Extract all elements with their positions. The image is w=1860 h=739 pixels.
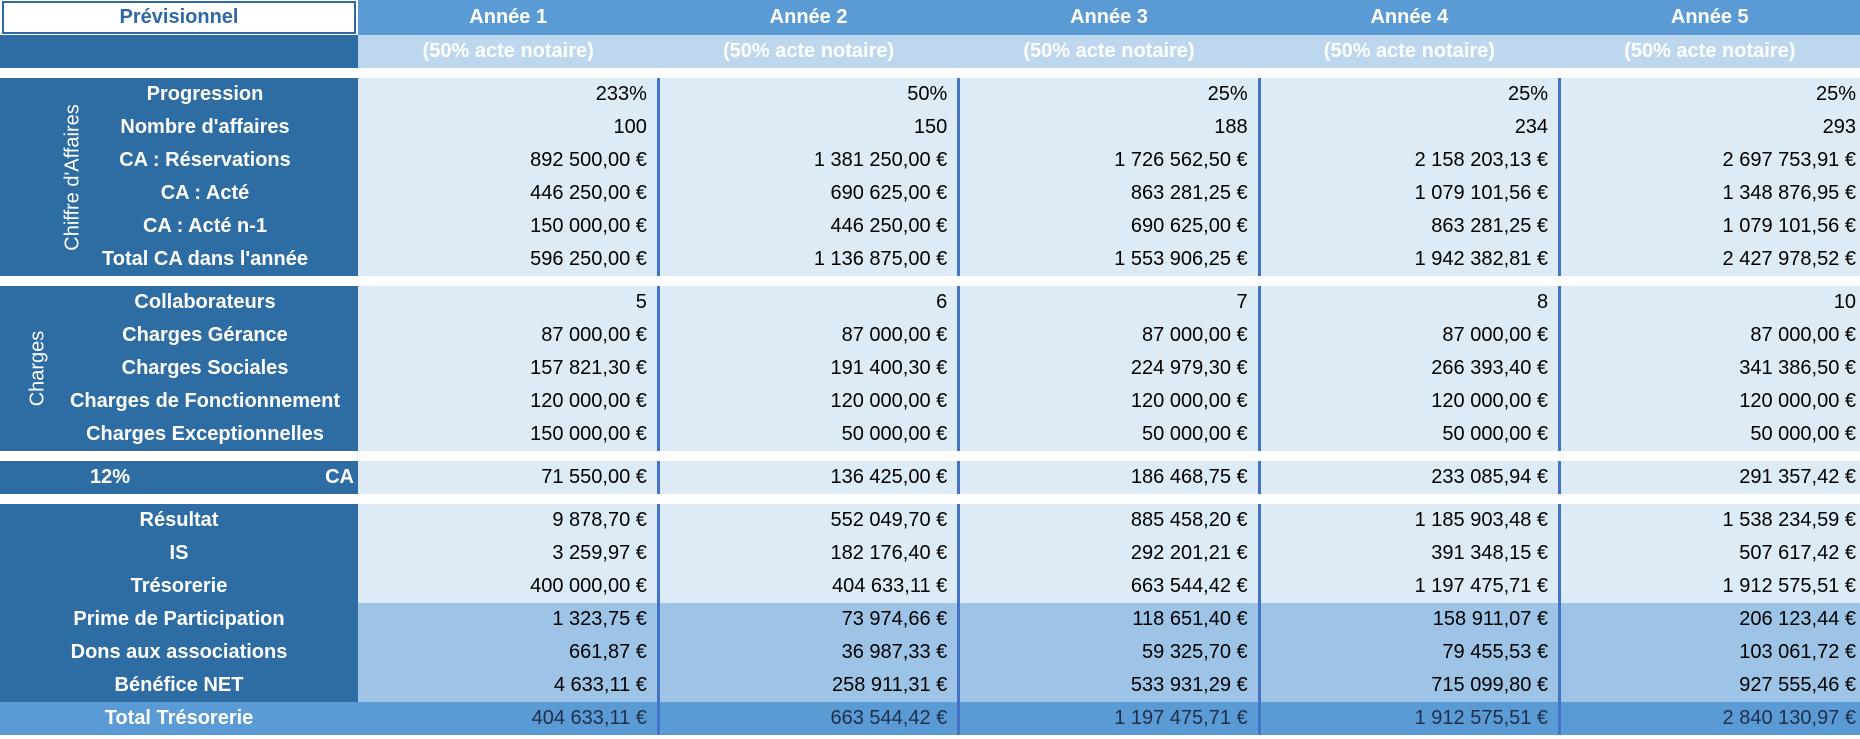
data-row: [0, 78, 1860, 111]
row-label[interactable]: Charges Exceptionnelles: [52, 418, 358, 451]
year-subtitle[interactable]: (50% acte notaire): [658, 35, 958, 68]
data-row: [0, 243, 1860, 276]
year-header[interactable]: Année 5: [1560, 0, 1860, 35]
header-row: [0, 0, 1860, 35]
value-cell[interactable]: 120 000,00 €: [1560, 385, 1860, 418]
spacer-row: [0, 494, 1860, 504]
value-cell[interactable]: 25%: [1560, 78, 1860, 111]
row-label[interactable]: Trésorerie: [0, 570, 358, 603]
value-cell[interactable]: 103 061,72 €: [1560, 636, 1860, 669]
ca-label: CA: [325, 466, 354, 488]
value-cell[interactable]: 552 049,70 €: [658, 504, 958, 537]
value-cell[interactable]: 293: [1560, 111, 1860, 144]
row-label[interactable]: Résultat: [0, 504, 358, 537]
total-value[interactable]: 404 633,11 €: [358, 702, 658, 735]
value-cell[interactable]: 2 427 978,52 €: [1560, 243, 1860, 276]
data-row: [0, 418, 1860, 451]
row-label[interactable]: Dons aux associations: [0, 636, 358, 669]
data-row: [0, 636, 1860, 669]
year-header[interactable]: Année 3: [959, 0, 1259, 35]
value-cell[interactable]: 186 468,75 €: [959, 461, 1259, 494]
value-cell[interactable]: 404 633,11 €: [658, 570, 958, 603]
row-label[interactable]: CA : Acté n-1: [52, 210, 358, 243]
subheader-row: [0, 35, 1860, 68]
value-cell[interactable]: 150 000,00 €: [358, 418, 658, 451]
value-cell[interactable]: 291 357,42 €: [1560, 461, 1860, 494]
ca-rate-wrap: [0, 461, 358, 494]
value-cell[interactable]: 234: [1259, 111, 1559, 144]
value-cell[interactable]: 1 381 250,00 €: [658, 144, 958, 177]
value-cell[interactable]: 400 000,00 €: [358, 570, 658, 603]
total-value[interactable]: 1 912 575,51 €: [1259, 702, 1559, 735]
value-cell[interactable]: 1 726 562,50 €: [959, 144, 1259, 177]
value-cell[interactable]: 87 000,00 €: [959, 319, 1259, 352]
value-cell[interactable]: 863 281,25 €: [1259, 210, 1559, 243]
subheader-blank[interactable]: [0, 35, 358, 68]
total-value[interactable]: 2 840 130,97 €: [1560, 702, 1860, 735]
data-row: [0, 111, 1860, 144]
year-subtitle[interactable]: (50% acte notaire): [1259, 35, 1559, 68]
value-cell[interactable]: 661,87 €: [358, 636, 658, 669]
data-row: [0, 352, 1860, 385]
value-cell[interactable]: 892 500,00 €: [358, 144, 658, 177]
value-cell[interactable]: 73 974,66 €: [658, 603, 958, 636]
year-header[interactable]: Année 2: [658, 0, 958, 35]
value-cell[interactable]: 50 000,00 €: [1259, 418, 1559, 451]
row-label[interactable]: Total CA dans l'année: [52, 243, 358, 276]
spacer-cell: [0, 451, 1860, 461]
data-row: [0, 603, 1860, 636]
section-label[interactable]: [0, 286, 52, 451]
value-cell[interactable]: 1 348 876,95 €: [1560, 177, 1860, 210]
value-cell[interactable]: 1 912 575,51 €: [1560, 570, 1860, 603]
row-label[interactable]: Prime de Participation: [0, 603, 358, 636]
value-cell[interactable]: 59 325,70 €: [959, 636, 1259, 669]
value-cell[interactable]: 79 455,53 €: [1259, 636, 1559, 669]
value-cell[interactable]: 885 458,20 €: [959, 504, 1259, 537]
row-label[interactable]: Bénéfice NET: [0, 669, 358, 702]
value-cell[interactable]: 191 400,30 €: [658, 352, 958, 385]
value-cell[interactable]: 120 000,00 €: [959, 385, 1259, 418]
value-cell[interactable]: 258 911,31 €: [658, 669, 958, 702]
data-row: [0, 504, 1860, 537]
spacer-cell: [0, 494, 1860, 504]
total-label[interactable]: Total Trésorerie: [0, 702, 358, 735]
year-subtitle[interactable]: (50% acte notaire): [1560, 35, 1860, 68]
row-label[interactable]: Charges Gérance: [52, 319, 358, 352]
value-cell[interactable]: 6: [658, 286, 958, 319]
row-label[interactable]: IS: [0, 537, 358, 570]
value-cell[interactable]: 25%: [1259, 78, 1559, 111]
ca-row: [0, 461, 1860, 494]
data-row: [0, 144, 1860, 177]
value-cell[interactable]: 10: [1560, 286, 1860, 319]
value-cell[interactable]: 120 000,00 €: [1259, 385, 1559, 418]
row-label[interactable]: Progression: [52, 78, 358, 111]
value-cell[interactable]: 7: [959, 286, 1259, 319]
value-cell[interactable]: 9 878,70 €: [358, 504, 658, 537]
value-cell[interactable]: 1 197 475,71 €: [1259, 570, 1559, 603]
data-row: [0, 319, 1860, 352]
value-cell[interactable]: 391 348,15 €: [1259, 537, 1559, 570]
row-label[interactable]: CA : Acté: [52, 177, 358, 210]
value-cell[interactable]: 1 323,75 €: [358, 603, 658, 636]
data-row: [0, 669, 1860, 702]
value-cell[interactable]: 927 555,46 €: [1560, 669, 1860, 702]
value-cell[interactable]: 87 000,00 €: [1560, 319, 1860, 352]
value-cell[interactable]: 206 123,44 €: [1560, 603, 1860, 636]
value-cell[interactable]: 188: [959, 111, 1259, 144]
section-label[interactable]: [0, 78, 84, 276]
value-cell[interactable]: 50 000,00 €: [1560, 418, 1860, 451]
year-header[interactable]: Année 1: [358, 0, 658, 35]
value-cell[interactable]: 266 393,40 €: [1259, 352, 1559, 385]
ca-rate-cell[interactable]: [0, 461, 358, 494]
data-row: [0, 210, 1860, 243]
row-label[interactable]: CA : Réservations: [52, 144, 358, 177]
value-cell[interactable]: 8: [1259, 286, 1559, 319]
value-cell[interactable]: 4 633,11 €: [358, 669, 658, 702]
value-cell[interactable]: 292 201,21 €: [959, 537, 1259, 570]
data-row: [0, 385, 1860, 418]
value-cell[interactable]: 25%: [959, 78, 1259, 111]
total-value[interactable]: 663 544,42 €: [658, 702, 958, 735]
year-header[interactable]: Année 4: [1259, 0, 1559, 35]
value-cell[interactable]: 341 386,50 €: [1560, 352, 1860, 385]
spacer-row: [0, 68, 1860, 78]
value-cell[interactable]: 224 979,30 €: [959, 352, 1259, 385]
value-cell[interactable]: 50 000,00 €: [658, 418, 958, 451]
value-cell[interactable]: 533 931,29 €: [959, 669, 1259, 702]
previsionnel-cell[interactable]: [0, 0, 358, 35]
value-cell[interactable]: 233%: [358, 78, 658, 111]
value-cell[interactable]: 863 281,25 €: [959, 177, 1259, 210]
value-cell[interactable]: 158 911,07 €: [1259, 603, 1559, 636]
section-label-text: Chiffre d'Affaires: [61, 103, 84, 251]
value-cell[interactable]: 446 250,00 €: [658, 210, 958, 243]
value-cell[interactable]: 3 259,97 €: [358, 537, 658, 570]
value-cell[interactable]: 2 158 203,13 €: [1259, 144, 1559, 177]
spacer-row: [0, 451, 1860, 461]
value-cell[interactable]: 136 425,00 €: [658, 461, 958, 494]
data-row: [0, 286, 1860, 319]
value-cell[interactable]: 182 176,40 €: [658, 537, 958, 570]
row-label[interactable]: Charges Sociales: [52, 352, 358, 385]
value-cell[interactable]: 663 544,42 €: [959, 570, 1259, 603]
value-cell[interactable]: 1 136 875,00 €: [658, 243, 958, 276]
value-cell[interactable]: 690 625,00 €: [658, 177, 958, 210]
total-value[interactable]: 1 197 475,71 €: [959, 702, 1259, 735]
value-cell[interactable]: 1 079 101,56 €: [1259, 177, 1559, 210]
value-cell[interactable]: 1 185 903,48 €: [1259, 504, 1559, 537]
value-cell[interactable]: 1 538 234,59 €: [1560, 504, 1860, 537]
value-cell[interactable]: 446 250,00 €: [358, 177, 658, 210]
spacer-cell: [0, 68, 1860, 78]
value-cell[interactable]: 87 000,00 €: [358, 319, 658, 352]
data-row: [0, 570, 1860, 603]
value-cell[interactable]: 2 697 753,91 €: [1560, 144, 1860, 177]
value-cell[interactable]: 87 000,00 €: [1259, 319, 1559, 352]
value-cell[interactable]: 233 085,94 €: [1259, 461, 1559, 494]
value-cell[interactable]: 50%: [658, 78, 958, 111]
value-cell[interactable]: 690 625,00 €: [959, 210, 1259, 243]
ca-rate: 12%: [90, 466, 131, 488]
data-row: [0, 177, 1860, 210]
year-subtitle[interactable]: (50% acte notaire): [959, 35, 1259, 68]
value-cell[interactable]: 150 000,00 €: [358, 210, 658, 243]
data-row: [0, 537, 1860, 570]
value-cell[interactable]: 157 821,30 €: [358, 352, 658, 385]
value-cell[interactable]: 5: [358, 286, 658, 319]
spacer-row: [0, 276, 1860, 286]
row-label[interactable]: Collaborateurs: [52, 286, 358, 319]
spacer-cell: [0, 276, 1860, 286]
value-cell[interactable]: 50 000,00 €: [959, 418, 1259, 451]
year-subtitle[interactable]: (50% acte notaire): [358, 35, 658, 68]
value-cell[interactable]: 1 079 101,56 €: [1560, 210, 1860, 243]
value-cell[interactable]: 120 000,00 €: [358, 385, 658, 418]
value-cell[interactable]: 507 617,42 €: [1560, 537, 1860, 570]
previsionnel-title: Prévisionnel: [2, 1, 356, 34]
value-cell[interactable]: 36 987,33 €: [658, 636, 958, 669]
value-cell[interactable]: 118 651,40 €: [959, 603, 1259, 636]
value-cell[interactable]: 1 553 906,25 €: [959, 243, 1259, 276]
value-cell[interactable]: 715 099,80 €: [1259, 669, 1559, 702]
value-cell[interactable]: 1 942 382,81 €: [1259, 243, 1559, 276]
value-cell[interactable]: 87 000,00 €: [658, 319, 958, 352]
value-cell[interactable]: 71 550,00 €: [358, 461, 658, 494]
row-label[interactable]: Charges de Fonctionnement: [52, 385, 358, 418]
section-label-text: Charges: [26, 330, 49, 407]
total-row: [0, 702, 1860, 735]
value-cell[interactable]: 596 250,00 €: [358, 243, 658, 276]
value-cell[interactable]: 120 000,00 €: [658, 385, 958, 418]
row-label[interactable]: Nombre d'affaires: [52, 111, 358, 144]
value-cell[interactable]: 150: [658, 111, 958, 144]
value-cell[interactable]: 100: [358, 111, 658, 144]
